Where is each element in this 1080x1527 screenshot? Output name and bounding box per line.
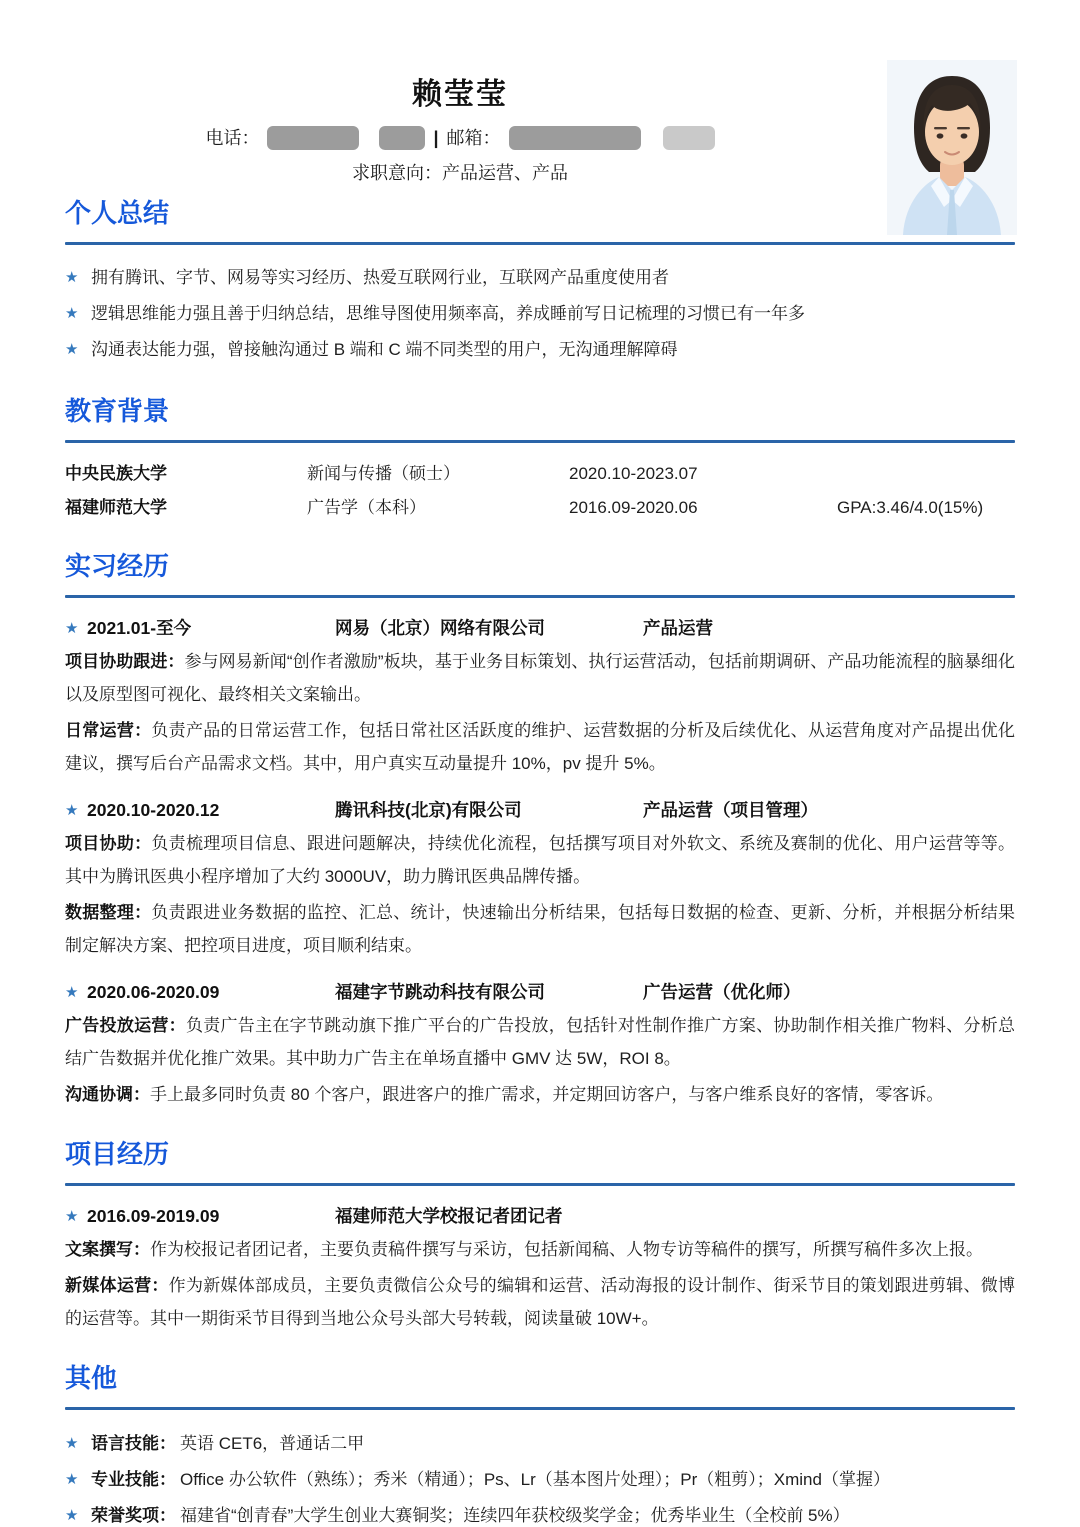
list-item xyxy=(65,296,1015,332)
detail-text: 负责跟进业务数据的监控、汇总、统计，快速输出分析结果，包括每日数据的检查、更新、分析，并根据分析结果制定解决方案、把控项目进度，项目顺利结束。 xyxy=(65,903,1015,955)
star-icon: ★ xyxy=(65,1507,79,1524)
section-rule xyxy=(65,1183,1015,1186)
education-title: 教育背景 xyxy=(65,396,170,426)
detail-label: 项目协助： xyxy=(65,834,152,853)
detail-label: 广告投放运营： xyxy=(65,1016,186,1035)
edu-gpa: GPA:3.46/4.0(15%) xyxy=(837,498,984,517)
contact-line xyxy=(65,123,855,153)
detail-text: 作为校报记者团记者，主要负责稿件撰写与采访，包括新闻稿、人物专访等稿件的撰写，所撰写稿件多次上报。 xyxy=(150,1240,983,1259)
star-icon: ★ xyxy=(65,802,79,819)
job-entry xyxy=(65,797,1015,962)
email-label: 邮箱： xyxy=(446,128,501,148)
star-icon: ★ xyxy=(65,1435,79,1452)
job-period: 2020.10-2020.12 xyxy=(87,800,220,820)
project-entry xyxy=(65,1203,1015,1335)
star-icon: ★ xyxy=(65,269,79,286)
detail-text: 负责产品的日常运营工作，包括日常社区活跃度的维护、运营数据的分析及后续优化、从运营角度对产品提出优化建议，撰写后台产品需求文档。其中，用户真实互动量提升 10%，pv 提升 5%。 xyxy=(65,721,1015,773)
job-period: 2021.01-至今 xyxy=(87,618,192,638)
email-redacted xyxy=(509,126,641,150)
job-header xyxy=(65,979,1015,1006)
email-redacted-2 xyxy=(663,126,715,150)
job-entry xyxy=(65,615,1015,780)
detail-label: 项目协助跟进： xyxy=(65,652,185,671)
job-role: 产品运营（项目管理） xyxy=(643,800,818,820)
other-label: 荣誉奖项： xyxy=(91,1506,176,1525)
list-item xyxy=(65,1498,1015,1527)
edu-period: 2020.10-2023.07 xyxy=(569,464,698,483)
detail-label: 文案撰写： xyxy=(65,1240,150,1259)
job-company: 福建字节跳动科技有限公司 xyxy=(335,982,545,1002)
list-item xyxy=(65,1462,1015,1498)
other-list xyxy=(65,1426,1015,1527)
phone-redacted xyxy=(267,126,359,150)
section-other xyxy=(65,1361,1015,1527)
project-header xyxy=(65,1203,1015,1230)
summary-bullet-text: 拥有腾讯、字节、网易等实习经历、热爱互联网行业，互联网产品重度使用者 xyxy=(91,268,669,287)
section-summary xyxy=(65,196,1015,368)
star-icon: ★ xyxy=(65,305,79,322)
project-name: 福建师范大学校报记者团记者 xyxy=(335,1206,563,1226)
job-role: 产品运营 xyxy=(643,618,713,638)
list-item xyxy=(65,1426,1015,1462)
summary-title: 个人总结 xyxy=(65,198,170,228)
other-text: 福建省“创青春”大学生创业大赛铜奖；连续四年获校级奖学金；优秀毕业生（全校前 5%） xyxy=(180,1506,850,1525)
summary-bullet-text: 逻辑思维能力强且善于归纳总结，思维导图使用频率高，养成睡前写日记梳理的习惯已有一年多 xyxy=(91,304,805,323)
detail-label: 新媒体运营： xyxy=(65,1276,169,1295)
other-label: 语言技能： xyxy=(91,1434,176,1453)
other-text: Office 办公软件（熟练）；秀米（精通）；Ps、Lr（基本图片处理）；Pr（粗剪）；Xmind（掌握） xyxy=(180,1470,890,1489)
job-company: 腾讯科技(北京)有限公司 xyxy=(335,800,522,820)
star-icon: ★ xyxy=(65,620,79,637)
other-label: 专业技能： xyxy=(91,1470,176,1489)
job-objective: 求职意向：产品运营、产品 xyxy=(352,163,568,183)
section-rule xyxy=(65,1407,1015,1410)
section-rule xyxy=(65,595,1015,598)
section-rule xyxy=(65,242,1015,245)
list-item xyxy=(65,332,1015,368)
job-entry xyxy=(65,979,1015,1111)
detail-label: 日常运营： xyxy=(65,721,152,740)
project-role xyxy=(643,1203,1015,1230)
internship-title: 实习经历 xyxy=(65,551,170,581)
job-detail xyxy=(65,1009,1015,1075)
detail-label: 沟通协调： xyxy=(65,1085,150,1104)
detail-text: 作为新媒体部成员，主要负责微信公众号的编辑和运营、活动海报的设计制作、街采节目的策划跟进剪辑、微博的运营等。其中一期街采节目得到当地公众号头部大号转载，阅读量破 10W+。 xyxy=(65,1276,1016,1328)
job-role: 广告运营（优化师） xyxy=(643,982,801,1002)
major: 新闻与传播（硕士） xyxy=(307,464,460,483)
job-detail xyxy=(65,896,1015,962)
project-detail xyxy=(65,1269,1015,1335)
job-detail xyxy=(65,645,1015,711)
id-photo xyxy=(887,60,1017,235)
detail-text: 手上最多同时负责 80 个客户，跟进客户的推广需求，并定期回访客户，与客户维系良好的客情，零客诉。 xyxy=(150,1085,944,1104)
section-rule xyxy=(65,440,1015,443)
job-period: 2020.06-2020.09 xyxy=(87,982,220,1002)
edu-period: 2016.09-2020.06 xyxy=(569,498,698,517)
detail-text: 负责梳理项目信息、跟进问题解决，持续优化流程，包括撰写项目对外软文、系统及赛制的优化、用户运营等等。其中为腾讯医典小程序增加了大约 3000UV，助力腾讯医典品牌传播。 xyxy=(65,834,1015,886)
job-detail xyxy=(65,714,1015,780)
edu-gpa xyxy=(837,459,1015,489)
detail-text: 参与网易新闻“创作者激励”板块，基于业务目标策划、执行运营活动，包括前期调研、产品功能流程的脑暴细化以及原型图可视化、最终相关文案输出。 xyxy=(65,652,1016,704)
resume-header xyxy=(65,0,855,188)
detail-label: 数据整理： xyxy=(65,903,152,922)
job-detail xyxy=(65,827,1015,893)
job-header xyxy=(65,797,1015,824)
star-icon: ★ xyxy=(65,1471,79,1488)
section-internship xyxy=(65,549,1015,1111)
portrait-illustration xyxy=(887,60,1017,235)
projects-title: 项目经历 xyxy=(65,1139,170,1169)
other-title: 其他 xyxy=(65,1363,118,1393)
detail-text: 负责广告主在字节跳动旗下推广平台的广告投放，包括针对性制作推广方案、协助制作相关推广物料、分析总结广告数据并优化推广效果。其中助力广告主在单场直播中 GMV 达 5W，ROI 8。 xyxy=(65,1016,1016,1068)
school-name: 福建师范大学 xyxy=(65,498,167,517)
contact-separator: | xyxy=(433,128,439,148)
phone-redacted-2 xyxy=(379,126,425,150)
star-icon: ★ xyxy=(65,341,79,358)
major: 广告学（本科） xyxy=(307,498,426,517)
summary-bullets xyxy=(65,260,1015,368)
project-period: 2016.09-2019.09 xyxy=(87,1206,220,1226)
summary-bullet-text: 沟通表达能力强，曾接触沟通过 B 端和 C 端不同类型的用户，无沟通理解障碍 xyxy=(91,340,678,359)
job-detail xyxy=(65,1078,1015,1111)
candidate-name: 赖莹莹 xyxy=(412,78,508,111)
section-projects xyxy=(65,1137,1015,1335)
star-icon: ★ xyxy=(65,1208,79,1225)
project-detail xyxy=(65,1233,1015,1266)
section-education xyxy=(65,394,1015,523)
education-table xyxy=(65,459,1015,523)
star-icon: ★ xyxy=(65,984,79,1001)
phone-label: 电话： xyxy=(205,128,260,148)
other-text: 英语 CET6，普通话二甲 xyxy=(180,1434,365,1453)
job-header xyxy=(65,615,1015,642)
list-item xyxy=(65,260,1015,296)
school-name: 中央民族大学 xyxy=(65,464,167,483)
job-company: 网易（北京）网络有限公司 xyxy=(335,618,545,638)
